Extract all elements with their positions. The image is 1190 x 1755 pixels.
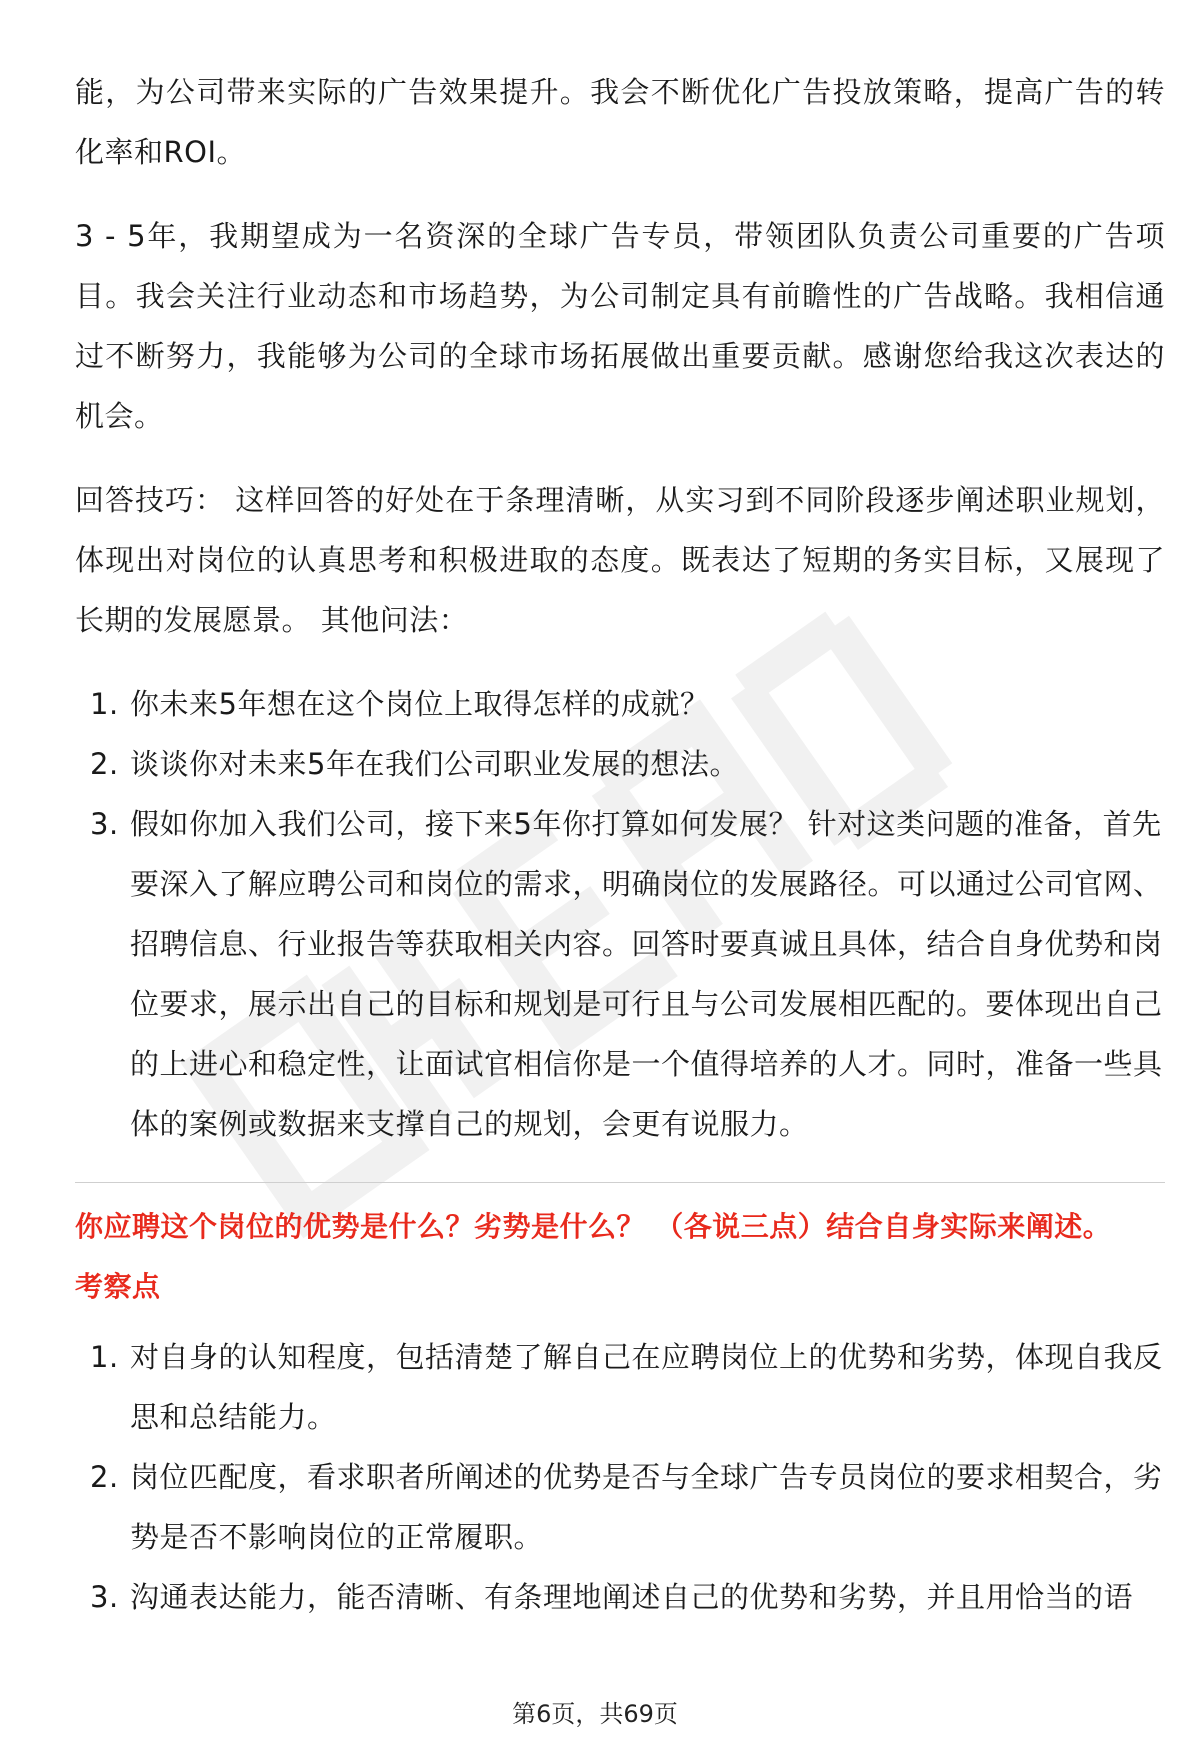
paragraph-long-term-plan: 3 - 5年，我期望成为一名资深的全球广告专员，带领团队负责公司重要的广告项目。我会关注行业动态和市场趋势，为公司制定具有前瞻性的广告战略。我相信通过不断努力，我能够为公司的全球市场拓展做出重要贡献。感谢您给我这次表达的机会。 — [75, 219, 1165, 433]
list-number: 1. — [90, 687, 119, 721]
list-item — [75, 674, 1165, 734]
list-number: 2. — [90, 1460, 119, 1494]
list-item — [75, 734, 1165, 794]
paragraph-answer-tips: 回答技巧： 这样回答的好处在于条理清晰，从实习到不同阶段逐步阐述职业规划，体现出对岗位的认真思考和积极进取的态度。既表达了短期的务实目标，又展现了长期的发展愿景。 其他问法： — [75, 483, 1165, 637]
other-questions-list — [75, 674, 1165, 1154]
list-number: 3. — [90, 807, 119, 841]
page-footer: 第6页，共69页 — [512, 1700, 678, 1728]
list-number: 3. — [90, 1580, 119, 1614]
page-content — [75, 62, 1165, 1627]
list-number: 1. — [90, 1340, 119, 1374]
list-text: 你未来5年想在这个岗位上取得怎样的成就？ — [130, 687, 710, 721]
list-item — [75, 794, 1165, 1154]
assessment-points-list — [75, 1327, 1165, 1627]
list-text: 假如你加入我们公司，接下来5年你打算如何发展？ 针对这类问题的准备，首先要深入了解应聘公司和岗位的需求，明确岗位的发展路径。可以通过公司官网、招聘信息、行业报告等获取相关内容。回答时要真诚且具体，结合自身优势和岗位要求，展示出自己的目标和规划是可行且与公司发展相匹配的。要体现出自己的上进心和稳定性，让面试官相信你是一个值得培养的人才。同时，准备一些具体的案例或数据来支撑自己的规划，会更有说服力。 — [130, 807, 1163, 1141]
list-text: 沟通表达能力，能否清晰、有条理地阐述自己的优势和劣势，并且用恰当的语 — [130, 1580, 1134, 1614]
list-number: 2. — [90, 747, 119, 781]
list-item — [75, 1447, 1165, 1567]
assessment-heading: 考察点 — [75, 1270, 161, 1303]
list-text: 对自身的认知程度，包括清楚了解自己在应聘岗位上的优势和劣势，体现自我反思和总结能力。 — [130, 1340, 1163, 1434]
list-text: 岗位匹配度，看求职者所阐述的优势是否与全球广告专员岗位的要求相契合，劣势是否不影响岗位的正常履职。 — [130, 1460, 1163, 1554]
list-text: 谈谈你对未来5年在我们公司职业发展的想法。 — [130, 747, 739, 781]
question-heading: 你应聘这个岗位的优势是什么？劣势是什么？ （各说三点）结合自身实际来阐述。 — [75, 1210, 1112, 1243]
section-divider — [75, 1182, 1165, 1183]
paragraph-continuation: 能，为公司带来实际的广告效果提升。我会不断优化广告投放策略，提高广告的转化率和ROI。 — [75, 75, 1165, 169]
list-item — [75, 1567, 1165, 1627]
list-item — [75, 1327, 1165, 1447]
